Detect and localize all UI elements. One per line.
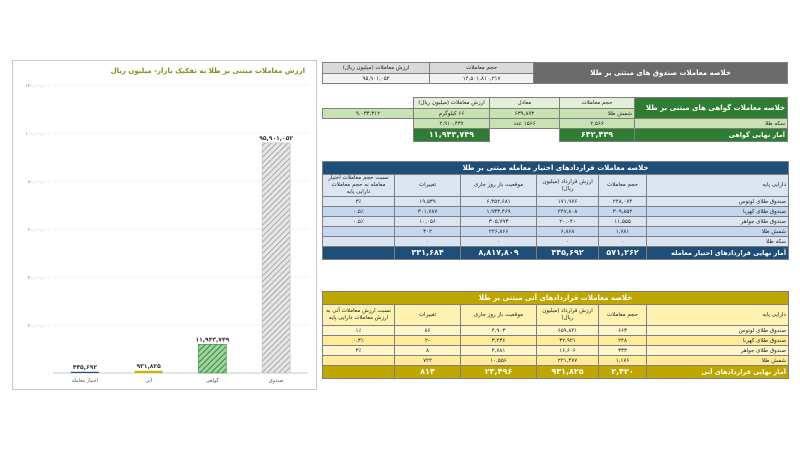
bar-4 <box>71 372 99 373</box>
options-cell: ۰ <box>395 237 461 247</box>
futures-cell: ۲۲۱,۴۷۷ <box>537 356 599 366</box>
options-total-blank <box>323 247 395 260</box>
futures-total-blank <box>323 366 395 379</box>
cert-total-volume: ۶۴۲,۴۳۹ <box>560 129 635 142</box>
data-label: ۱۱,۹۴۳,۷۴۹ <box>195 336 230 344</box>
market-value-chart <box>12 60 317 390</box>
bar-3 <box>135 371 163 373</box>
options-cell: ۳۰۵,۷۹۳ <box>461 217 537 227</box>
futures-cell: ۰.۳٪ <box>323 336 395 346</box>
category-label: آتی <box>145 378 153 384</box>
table-row <box>323 326 789 336</box>
options-cell: صندوق طلای کهربا <box>647 207 789 217</box>
y-tick-label: ۸۰,۰۰۰,۰۰۰ <box>27 180 50 185</box>
options-total: ۵۷۱,۲۶۲ <box>599 247 647 260</box>
futures-cell: صندوق طلای کهربا <box>647 336 789 346</box>
futures-cell: صندوق طلای جواهر <box>647 346 789 356</box>
certificates-table <box>322 97 788 142</box>
options-cell: سکه طلا <box>647 237 789 247</box>
data-label: ۹۳۱,۸۲۵ <box>136 362 161 370</box>
futures-header: دارایی پایه <box>647 305 789 326</box>
options-cell: ۳۰۹,۸۵۲ <box>599 207 647 217</box>
options-cell: ۰ <box>461 237 537 247</box>
futures-total: ۲,۴۲۰ <box>599 366 647 379</box>
y-tick-label: ۰ <box>47 372 50 377</box>
data-label: ۴۴۵,۶۹۲ <box>72 363 98 371</box>
options-header: نسبت حجم معاملات اختیار معامله به حجم معاملات دارایی پایه <box>323 175 395 197</box>
y-tick-label: ۶۰,۰۰۰,۰۰۰ <box>27 228 50 233</box>
futures-cell: ۶۶۳ <box>599 326 647 336</box>
bar-1 <box>262 143 290 373</box>
cert-equiv-header: معادل <box>490 98 560 109</box>
fund-summary-table <box>322 62 788 84</box>
chart-title: ارزش معاملات مبتنی بر طلا به تفکیک بازار- میلیون ریال <box>110 67 305 75</box>
futures-cell: ۷۲۲ <box>395 356 461 366</box>
options-cell: ۰.۵٪ <box>323 217 395 227</box>
futures-cell: ۳,۲۳۶ <box>461 336 537 346</box>
table-row <box>323 336 789 346</box>
futures-cell: ۸۶ <box>395 326 461 336</box>
y-tick-label: ۱۲۰,۰۰۰,۰۰۰ <box>25 84 50 89</box>
fund-value-header: ارزش معاملات (میلیون ریال) <box>323 63 430 74</box>
options-cell: ۱۹,۵۳۹ <box>395 197 461 207</box>
options-cell: ۱,۷۸۱ <box>599 227 647 237</box>
options-cell: ۲۴۷,۸۰۸ <box>537 207 599 217</box>
options-header: حجم معاملات <box>599 175 647 197</box>
options-cell: ۲۴۸,۰۷۴ <box>599 197 647 207</box>
options-total: ۴۴۵,۶۹۲ <box>537 247 599 260</box>
table-row <box>323 119 788 129</box>
options-cell: ۱,۹۳۳,۴۶۹ <box>461 207 537 217</box>
futures-cell: ۴,۷۸۱ <box>461 346 537 356</box>
options-cell: شمش طلا <box>647 227 789 237</box>
y-tick-label: ۲۰,۰۰۰,۰۰۰ <box>27 324 50 329</box>
y-tick-label: ۴۰,۰۰۰,۰۰۰ <box>27 276 50 281</box>
bar-2 <box>198 344 226 373</box>
futures-total: ۹۳۱,۸۲۵ <box>537 366 599 379</box>
options-total: ۸,۸۱۷,۸۰۹ <box>461 247 537 260</box>
fund-volume-header: حجم معاملات <box>430 63 534 74</box>
cert-row-value: ۹,۰۳۳,۳۱۲ <box>323 109 414 119</box>
fund-summary-title: خلاصه معاملات صندوق های مبتنی بر طلا <box>534 63 788 84</box>
table-row <box>323 217 789 227</box>
table-row <box>323 227 789 237</box>
cert-row-volume: ۲,۵۶۶ <box>560 119 635 129</box>
options-cell: ۶,۸۶۸ <box>537 227 599 237</box>
options-cell: ۳٪ <box>323 197 395 207</box>
futures-cell: ۸ <box>395 346 461 356</box>
cert-row-name: شمش طلا <box>560 109 635 119</box>
options-cell <box>323 227 395 237</box>
futures-cell: ۳۳۳ <box>599 346 647 356</box>
table-row <box>323 197 789 207</box>
cert-total-blank <box>490 129 560 142</box>
futures-cell: صندوق طلای لوتوس <box>647 326 789 336</box>
futures-total: ۲۳,۴۹۶ <box>461 366 537 379</box>
chart-svg <box>13 61 318 391</box>
options-header: تغییرات <box>395 175 461 197</box>
options-header: دارایی پایه <box>647 175 789 197</box>
futures-cell: شمش طلا <box>647 356 789 366</box>
options-cell: ۲۰,۰۴۰ <box>537 217 599 227</box>
options-cell: ۱۰,۰۵۶ <box>395 217 461 227</box>
category-label: صندوق <box>268 378 284 384</box>
cert-row-value: ۲,۹۱۰,۴۳۷ <box>414 119 490 129</box>
futures-header: موقعیت باز روز جاری <box>461 305 537 326</box>
options-header: ارزش قرارداد (میلیون ریال) <box>537 175 599 197</box>
futures-cell: ۱۰,۵۵۶ <box>461 356 537 366</box>
futures-cell <box>323 356 395 366</box>
futures-cell: ۱۶,۶۰۶ <box>537 346 599 356</box>
futures-cell: ۶۵۹,۸۲۱ <box>537 326 599 336</box>
table-row <box>323 207 789 217</box>
options-cell: ۰ <box>599 237 647 247</box>
options-cell: صندوق طلای جواهر <box>647 217 789 227</box>
fund-value-value: ۹۵,۹۰۱,۰۵۲ <box>323 74 430 84</box>
cert-volume-header: حجم معاملات <box>560 98 635 109</box>
options-cell <box>323 237 395 247</box>
options-cell: ۰.۵٪ <box>323 207 395 217</box>
options-header: موقعیت باز روز جاری <box>461 175 537 197</box>
cert-row-name: سکه طلا <box>635 119 788 129</box>
options-title: خلاصه معاملات قراردادهای اختیار معامله مبتنی بر طلا <box>323 162 789 175</box>
options-cell: ۰ <box>537 237 599 247</box>
y-tick-label: ۱۰۰,۰۰۰,۰۰۰ <box>25 132 50 137</box>
futures-total: ۸۱۴ <box>395 366 461 379</box>
options-total: ۳۳۱,۶۸۴ <box>395 247 461 260</box>
cert-total-value: ۱۱,۹۴۳,۷۴۹ <box>414 129 490 142</box>
options-total-label: آمار نهایی قراردادهای اختیار معامله <box>647 247 789 260</box>
options-cell: ۳۰۱,۷۸۷ <box>395 207 461 217</box>
futures-header: حجم معاملات <box>599 305 647 326</box>
cert-value-header: ارزش معاملات (میلیون ریال) <box>414 98 490 109</box>
futures-total-label: آمار نهایی قراردادهای آتی <box>647 366 789 379</box>
futures-header: ارزش قرارداد (میلیون ریال) <box>537 305 599 326</box>
futures-header: تغییرات <box>395 305 461 326</box>
futures-table <box>322 291 789 379</box>
certificates-title: خلاصه معاملات گواهی های مبتنی بر طلا <box>635 98 788 119</box>
options-cell: صندوق طلای لوتوس <box>647 197 789 207</box>
options-cell: ۲۲۶,۸۶۶ <box>461 227 537 237</box>
futures-cell: -۲ <box>395 336 461 346</box>
futures-cell: ۳۲,۹۲۱ <box>537 336 599 346</box>
data-label: ۹۵,۹۰۱,۰۵۲ <box>259 134 294 142</box>
futures-header: نسبت ارزش معاملات آتی به ارزش معاملات دارایی پایه <box>323 305 395 326</box>
cert-total-label: آمار نهایی گواهی <box>635 129 788 142</box>
table-row <box>323 356 789 366</box>
table-row-total <box>323 129 788 142</box>
options-table <box>322 161 789 260</box>
category-label: اختیار معامله <box>71 378 99 384</box>
futures-cell: ۴,۹۰۳ <box>461 326 537 336</box>
category-label: گواهی <box>205 378 219 384</box>
futures-cell: ۱,۱۷۶ <box>599 356 647 366</box>
cert-row-equiv: ۶۶ کیلوگرم <box>414 109 490 119</box>
futures-cell: ۲۴۸ <box>599 336 647 346</box>
futures-title: خلاصه معاملات قراردادهای آتی مبتنی بر طلا <box>323 292 789 305</box>
options-cell: ۳۰۲ <box>395 227 461 237</box>
cert-row-volume: ۶۳۹,۸۷۳ <box>490 109 560 119</box>
options-cell: ۱۷۱,۹۷۶ <box>537 197 599 207</box>
table-row-total <box>323 247 789 260</box>
table-row <box>323 346 789 356</box>
table-row <box>323 237 789 247</box>
options-cell: ۱۱,۵۵۵ <box>599 217 647 227</box>
cert-row-equiv: ۱۵۶۶ عدد <box>490 119 560 129</box>
futures-cell: ۱٪ <box>323 326 395 336</box>
fund-volume-value: ۱۴,۵۰۱,۸۱۰,۲۱۷ <box>430 74 534 84</box>
futures-cell: ۳٪ <box>323 346 395 356</box>
options-cell: ۶,۳۵۲,۶۸۱ <box>461 197 537 207</box>
table-row-total <box>323 366 789 379</box>
